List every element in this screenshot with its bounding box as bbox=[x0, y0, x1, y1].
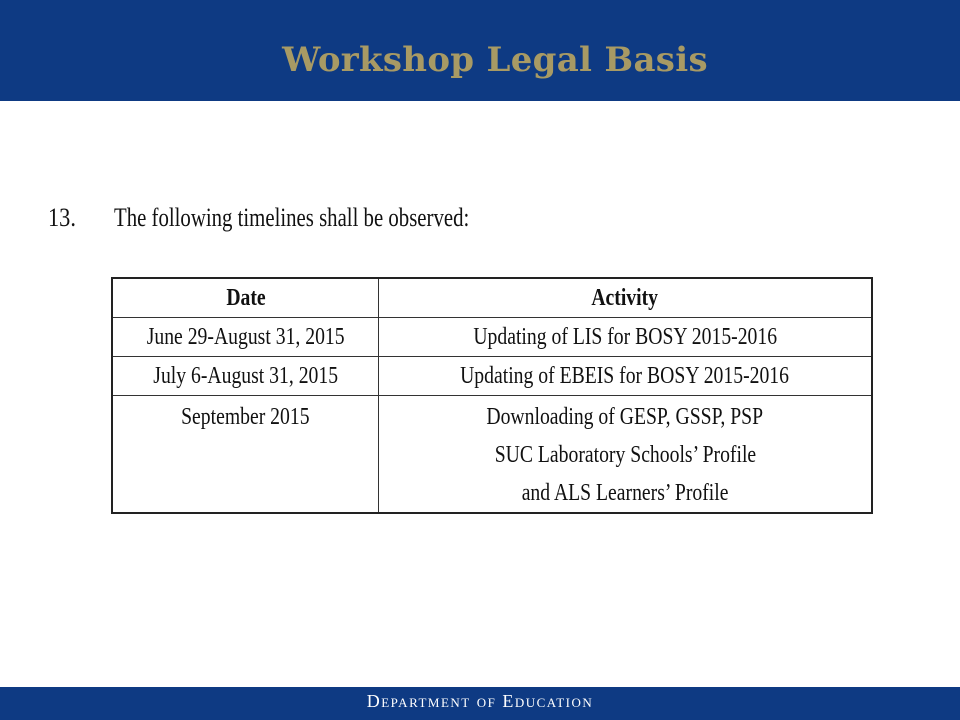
column-header-date: Date bbox=[112, 278, 379, 318]
table-row bbox=[112, 357, 872, 396]
table-row bbox=[112, 318, 872, 357]
timeline-table bbox=[111, 277, 873, 514]
column-header-activity: Activity bbox=[379, 278, 873, 318]
date-cell: June 29-August 31, 2015 bbox=[112, 318, 379, 357]
header-banner bbox=[0, 0, 960, 101]
footer-banner bbox=[0, 687, 960, 720]
date-cell: September 2015 bbox=[112, 396, 379, 514]
table-row bbox=[112, 396, 872, 514]
clause-number: 13. bbox=[48, 203, 76, 232]
activity-cell: Updating of LIS for BOSY 2015-2016 bbox=[379, 318, 873, 357]
activity-cell: Updating of EBEIS for BOSY 2015-2016 bbox=[379, 357, 873, 396]
table-header-row bbox=[112, 278, 872, 318]
footer-text: Department of Education bbox=[366, 691, 594, 711]
activity-cell: Downloading of GESP, GSSP, PSP SUC Laboratory Schools’ Profile and ALS Learners’ Profile bbox=[379, 396, 873, 514]
date-cell: July 6-August 31, 2015 bbox=[112, 357, 379, 396]
slide-title: Workshop Legal Basis bbox=[282, 40, 708, 80]
clause-text: The following timelines shall be observed: bbox=[114, 203, 470, 232]
